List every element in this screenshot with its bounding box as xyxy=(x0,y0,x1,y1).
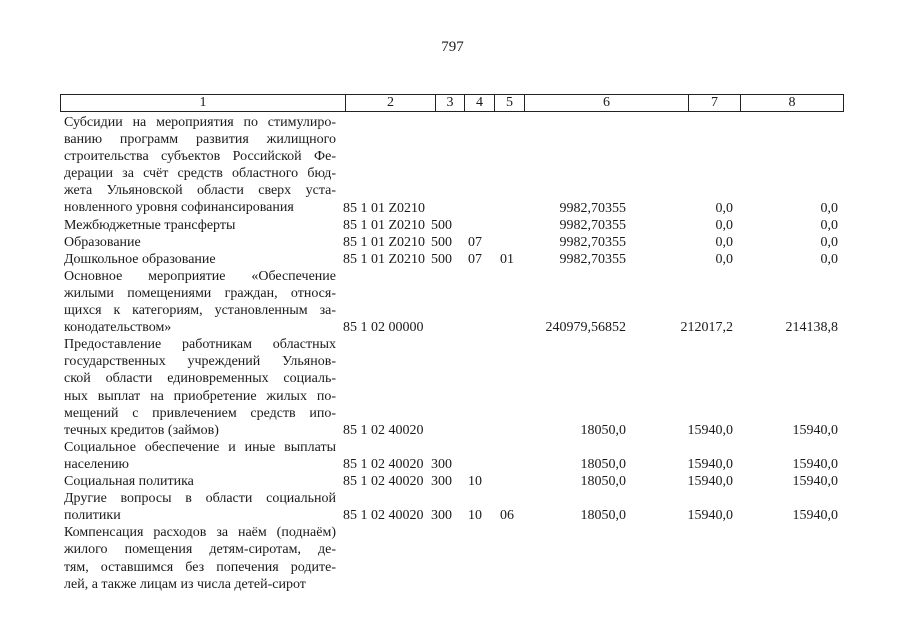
row-amount-col7: 0,0 xyxy=(715,251,733,267)
row-amount-col7: 212017,2 xyxy=(680,320,733,336)
row-target-code: 85 1 02 40020 xyxy=(343,474,424,490)
row-target-code: 85 1 01 Z0210 xyxy=(343,251,426,267)
row-amount-col8: 15940,0 xyxy=(792,474,838,490)
row-amount-col6: 18050,0 xyxy=(580,422,626,438)
row-amount-col6: 18050,0 xyxy=(580,457,626,472)
row-target-code: 85 1 01 Z0210 xyxy=(343,217,426,233)
row-amount-col7: 0,0 xyxy=(715,217,733,233)
row-expense-type: 500 xyxy=(431,251,452,267)
row-description-line: дерации за счёт средств областного бюд- xyxy=(64,166,336,182)
row-description xyxy=(64,473,336,490)
row-amount-col8: 0,0 xyxy=(820,200,838,216)
row-description-line: щихся к категориям, установленным за- xyxy=(64,303,336,319)
row-amount-col6: 9982,70355 xyxy=(559,217,626,233)
row-amount-col8: 15940,0 xyxy=(792,422,838,438)
row-description xyxy=(64,251,336,268)
row-description xyxy=(64,490,336,524)
column-header-row xyxy=(60,94,844,112)
row-section: 10 xyxy=(468,474,482,490)
row-description-line: Основное мероприятие «Обеспечение xyxy=(64,268,336,284)
row-amount-col8: 15940,0 xyxy=(792,508,838,524)
row-description-line: Другие вопросы в области социальной xyxy=(64,491,336,507)
row-description xyxy=(64,234,336,251)
row-description-line: населению xyxy=(64,456,129,472)
row-target-code: 85 1 02 40020 xyxy=(343,457,424,472)
row-description-line: государственных учреждений Ульянов- xyxy=(64,354,336,370)
row-description-line: течных кредитов (займов) xyxy=(64,422,219,438)
row-description-line: Дошкольное образование xyxy=(64,251,216,267)
row-target-code: 85 1 01 Z0210 xyxy=(343,234,426,250)
row-description-line: строительства субъектов Российской Фе- xyxy=(64,149,336,165)
row-description xyxy=(64,268,336,336)
row-section: 07 xyxy=(468,251,482,267)
row-expense-type: 300 xyxy=(431,457,452,472)
row-section: 10 xyxy=(468,508,482,524)
row-description-line: Субсидии на мероприятия по стимулиро- xyxy=(64,115,336,130)
row-description-line: политики xyxy=(64,508,121,524)
row-amount-col8: 0,0 xyxy=(820,234,838,250)
row-amount-col7: 15940,0 xyxy=(687,474,733,490)
row-amount-col6: 9982,70355 xyxy=(559,200,626,216)
row-description xyxy=(64,524,336,592)
row-description xyxy=(64,114,336,217)
column-header-5: 5 xyxy=(494,95,524,111)
column-header-4: 4 xyxy=(464,95,494,111)
row-description-line: мещений с привлечением средств ипо- xyxy=(64,405,336,421)
row-description-line: конодательством» xyxy=(64,320,172,336)
row-description xyxy=(64,217,336,234)
row-description xyxy=(64,439,336,473)
row-amount-col7: 15940,0 xyxy=(687,457,733,472)
row-expense-type: 500 xyxy=(431,234,452,250)
column-header-8: 8 xyxy=(740,95,843,111)
row-target-code: 85 1 02 40020 xyxy=(343,508,424,524)
row-description-line: Социальная политика xyxy=(64,474,194,490)
row-amount-col8: 214138,8 xyxy=(785,320,838,336)
row-amount-col7: 15940,0 xyxy=(687,422,733,438)
row-target-code: 85 1 02 40020 xyxy=(343,422,424,438)
row-description xyxy=(64,336,336,439)
row-amount-col7: 0,0 xyxy=(715,234,733,250)
row-amount-col7: 0,0 xyxy=(715,200,733,216)
row-description-line: Предоставление работникам областных xyxy=(64,337,336,353)
row-amount-col6: 240979,56852 xyxy=(545,320,626,336)
row-description-line: лей, а также лицам из числа детей-сирот xyxy=(64,576,306,592)
row-description-line: тям, оставшимся без попечения родите- xyxy=(64,559,336,575)
row-subsection: 06 xyxy=(500,508,514,524)
column-header-2: 2 xyxy=(345,95,435,111)
row-amount-col6: 9982,70355 xyxy=(559,251,626,267)
row-description-line: ных выплат на приобретение жилых по- xyxy=(64,388,336,404)
row-description-line: ской области единовременных социаль- xyxy=(64,371,336,387)
row-amount-col8: 0,0 xyxy=(820,217,838,233)
row-description-line: Социальное обеспечение и иные выплаты xyxy=(64,439,336,455)
row-amount-col7: 15940,0 xyxy=(687,508,733,524)
row-description-line: жета Ульяновской области сверх уста- xyxy=(64,183,336,199)
row-description-line: жилыми помещениями граждан, относя- xyxy=(64,285,336,301)
row-expense-type: 500 xyxy=(431,217,452,233)
row-description-line: Образование xyxy=(64,234,141,250)
row-description-line: Межбюджетные трансферты xyxy=(64,217,236,233)
row-description-line: Компенсация расходов за наём (поднаём) xyxy=(64,525,336,541)
row-amount-col6: 18050,0 xyxy=(580,508,626,524)
row-target-code: 85 1 02 00000 xyxy=(343,320,424,336)
row-description-line: новленного уровня софинансирования xyxy=(64,200,294,216)
row-target-code: 85 1 01 Z0210 xyxy=(343,200,426,216)
row-amount-col6: 9982,70355 xyxy=(559,234,626,250)
row-expense-type: 300 xyxy=(431,474,452,490)
row-description-line: ванию программ развития жилищного xyxy=(64,132,336,148)
row-section: 07 xyxy=(468,234,482,250)
column-header-3: 3 xyxy=(435,95,464,111)
page-number: 797 xyxy=(441,39,464,55)
column-header-1: 1 xyxy=(199,95,207,110)
column-header-7: 7 xyxy=(688,95,740,111)
column-header-6: 6 xyxy=(524,95,688,111)
row-amount-col8: 0,0 xyxy=(820,251,838,267)
row-amount-col6: 18050,0 xyxy=(580,474,626,490)
row-expense-type: 300 xyxy=(431,508,452,524)
row-subsection: 01 xyxy=(500,251,514,267)
row-description-line: жилого помещения детям-сиротам, де- xyxy=(64,542,336,558)
row-amount-col8: 15940,0 xyxy=(792,457,838,472)
